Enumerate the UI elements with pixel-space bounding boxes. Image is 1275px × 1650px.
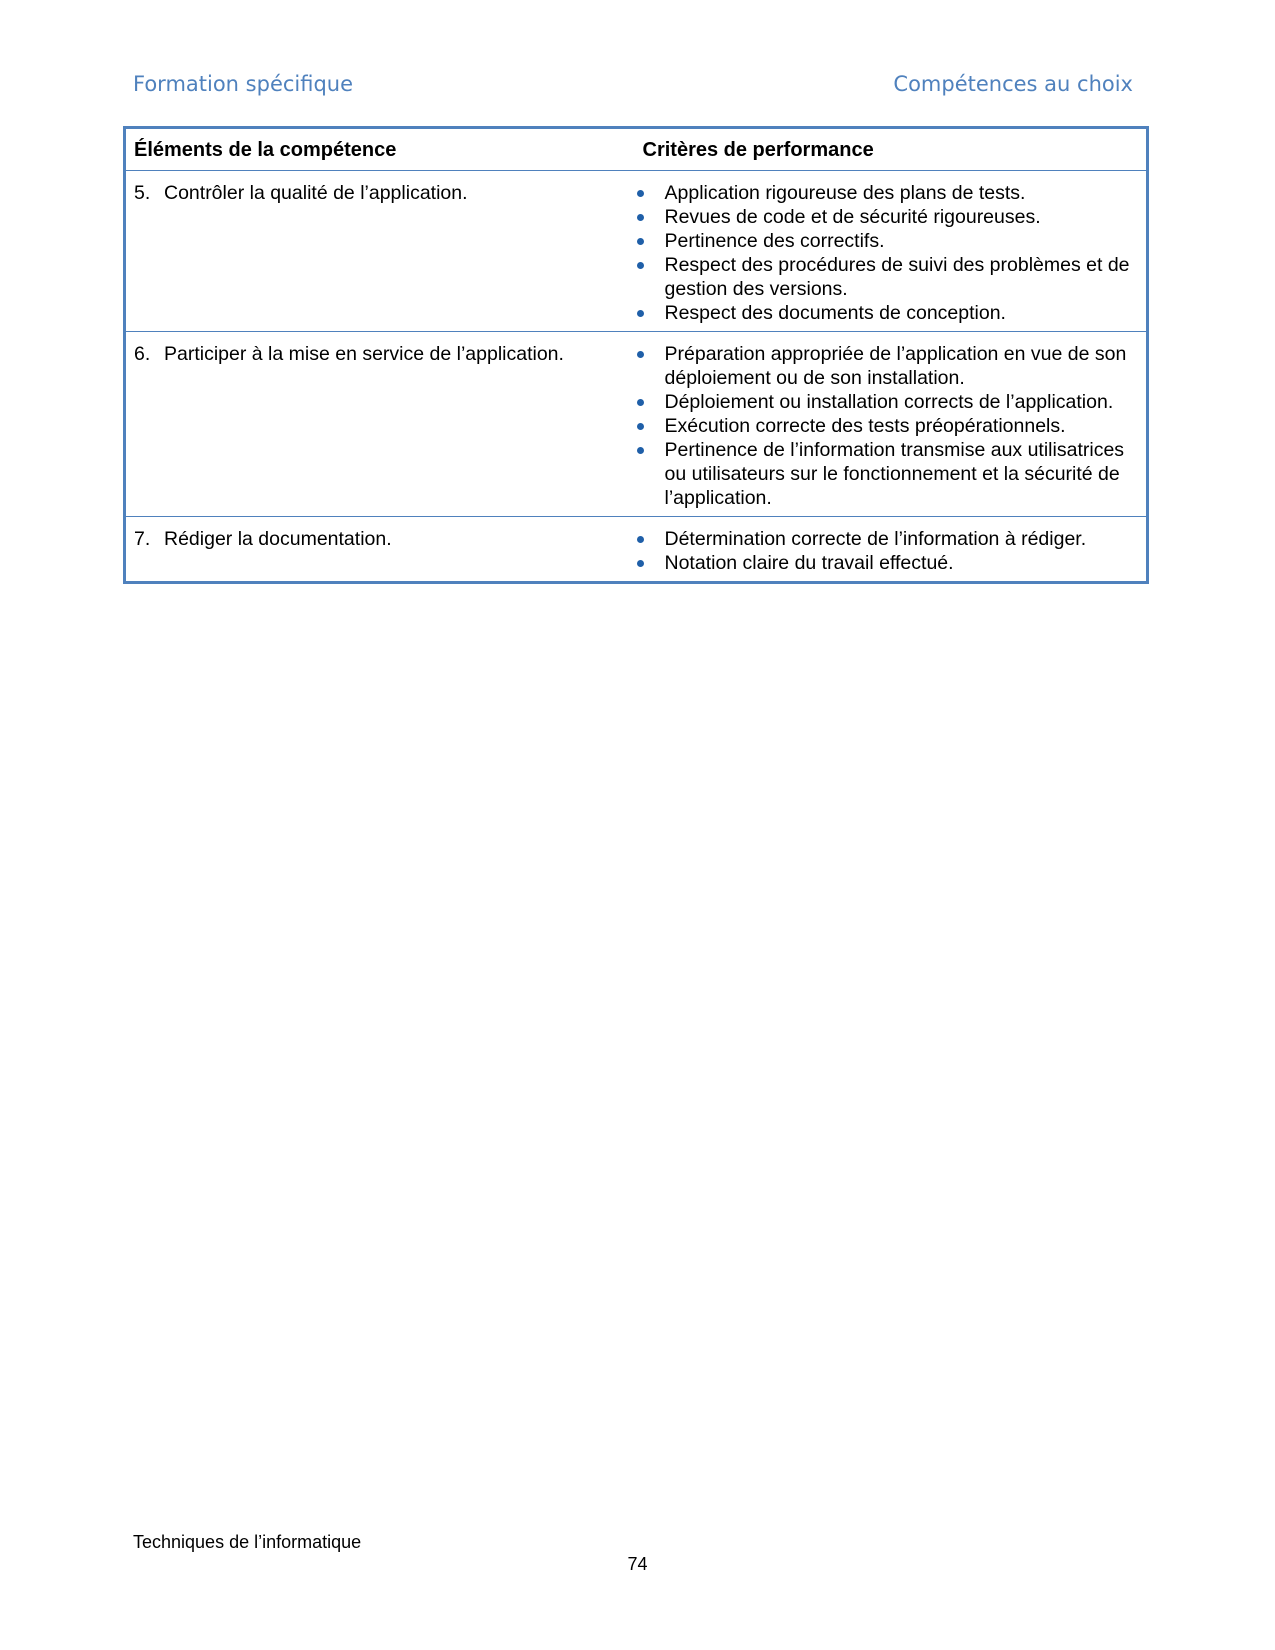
bullet-icon (637, 560, 644, 567)
element-text: Rédiger la documentation. (164, 528, 392, 550)
header-section-title: Formation spécifique (133, 72, 354, 96)
bullet-icon (637, 351, 644, 358)
criteria-list (635, 342, 1139, 510)
table-row (125, 171, 1148, 332)
criteria-item: Respect des documents de conception. (635, 301, 1139, 325)
element-number: 7. (134, 528, 151, 550)
criteria-item: Revues de code et de sécurité rigoureuses. (635, 205, 1139, 229)
page-header (133, 72, 1133, 96)
element-number: 6. (134, 343, 151, 365)
bullet-icon (637, 310, 644, 317)
criteria-item: Notation claire du travail effectué. (635, 551, 1139, 575)
footer-program-title: Techniques de l’informatique (133, 1532, 362, 1552)
element-text: Contrôler la qualité de l’application. (164, 182, 468, 204)
criteria-cell (635, 332, 1148, 517)
criteria-item: Pertinence de l’information transmise aux utilisatrices ou utilisateurs sur le fonctionnement et la sécurité de l’application. (635, 438, 1139, 510)
criteria-item: Exécution correcte des tests préopérationnels. (635, 414, 1139, 438)
elements-column-header: Éléments de la compétence (125, 128, 635, 171)
bullet-icon (637, 423, 644, 430)
criteria-item: Respect des procédures de suivi des problèmes et de gestion des versions. (635, 253, 1139, 301)
bullet-icon (637, 536, 644, 543)
page-number: 74 (627, 1554, 648, 1574)
criteria-item: Préparation appropriée de l’application en vue de son déploiement ou de son installation. (635, 342, 1139, 390)
table-row (125, 517, 1148, 583)
bullet-icon (637, 238, 644, 245)
criteria-item: Déploiement ou installation corrects de l’application. (635, 390, 1139, 414)
table-row (125, 332, 1148, 517)
competence-table (123, 126, 1149, 584)
element-text: Participer à la mise en service de l’application. (164, 343, 564, 365)
element-number: 5. (134, 182, 151, 204)
criteria-list (635, 527, 1139, 575)
criteria-item: Pertinence des correctifs. (635, 229, 1139, 253)
table-header-row (125, 128, 1148, 171)
element-cell (125, 517, 635, 583)
bullet-icon (637, 262, 644, 269)
element-cell (125, 332, 635, 517)
criteria-cell (635, 171, 1148, 332)
bullet-icon (637, 447, 644, 454)
bullet-icon (637, 399, 644, 406)
bullet-icon (637, 190, 644, 197)
criteria-item: Détermination correcte de l’information à rédiger. (635, 527, 1139, 551)
criteria-column-header: Critères de performance (635, 128, 1148, 171)
criteria-item: Application rigoureuse des plans de tests. (635, 181, 1139, 205)
element-cell (125, 171, 635, 332)
bullet-icon (637, 214, 644, 221)
header-chapter-title: Compétences au choix (893, 72, 1133, 96)
criteria-list (635, 181, 1139, 325)
criteria-cell (635, 517, 1148, 583)
